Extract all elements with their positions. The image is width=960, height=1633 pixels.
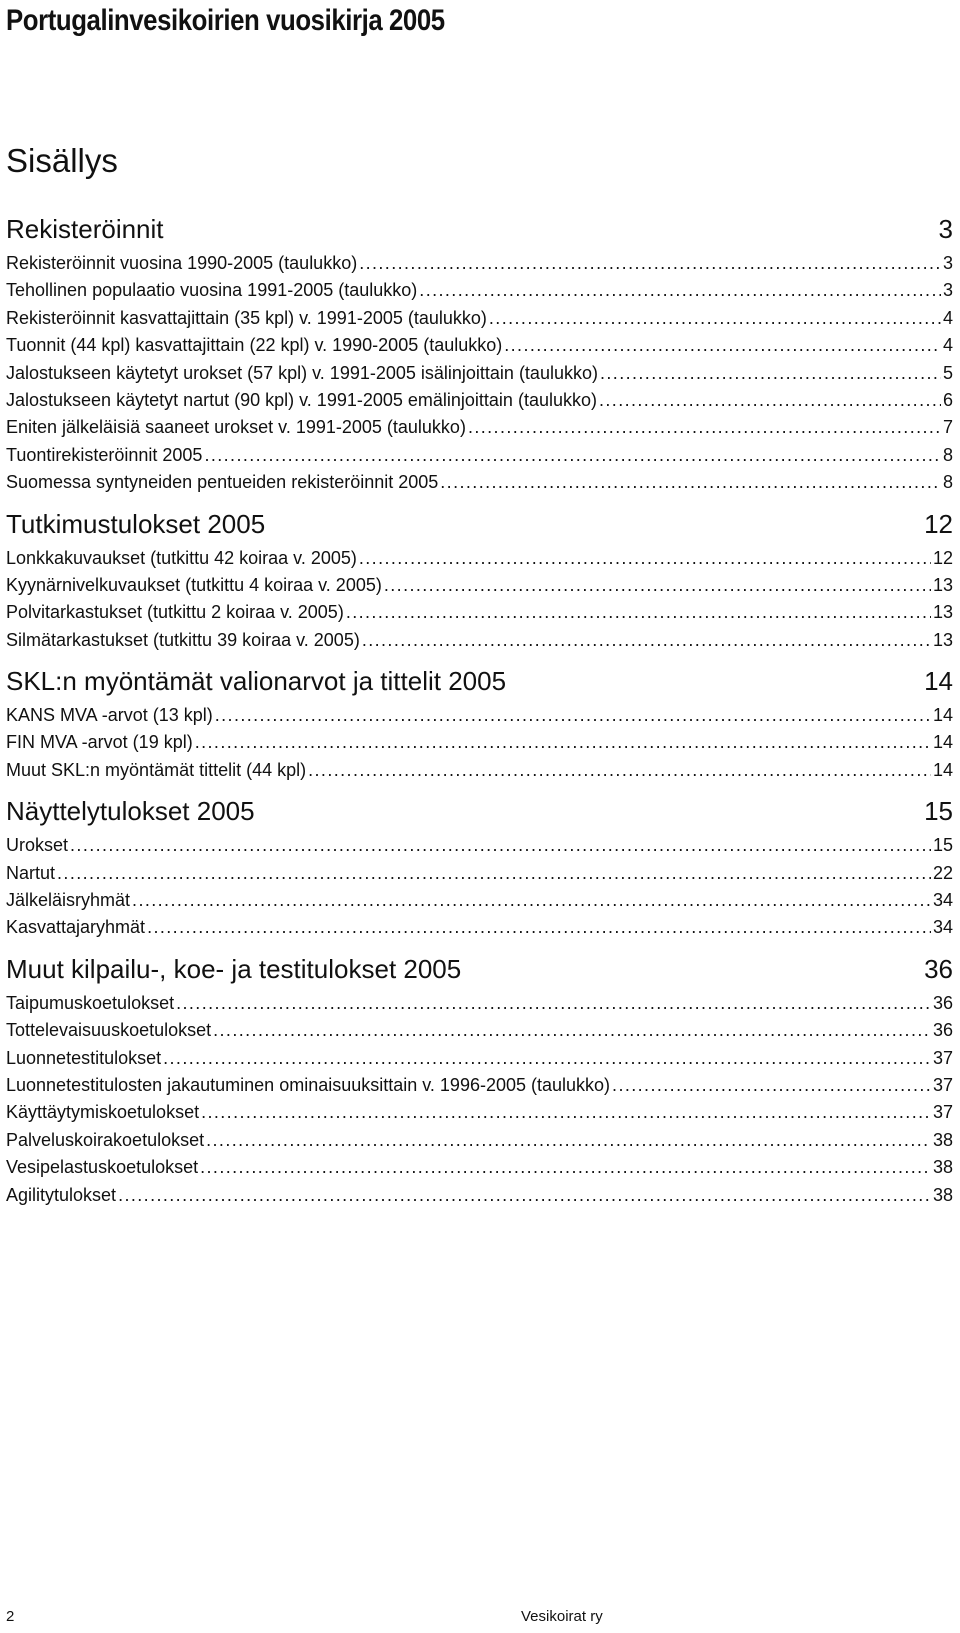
entry-title: Agilitytulokset bbox=[6, 1184, 117, 1205]
entry-page-number: 37 bbox=[932, 1102, 953, 1123]
toc-section bbox=[6, 208, 953, 497]
entry-title: Luonnetestitulokset bbox=[6, 1047, 162, 1068]
entry-title: Eniten jälkeläisiä saaneet urokset v. 1991-2005 (taulukko) bbox=[6, 417, 466, 438]
entry-page-number: 8 bbox=[942, 472, 953, 493]
toc-entry[interactable] bbox=[6, 887, 953, 914]
entry-page-number: 14 bbox=[932, 732, 953, 753]
entry-title: Rekisteröinnit vuosina 1990-2005 (taulukko) bbox=[6, 253, 358, 273]
dot-leader bbox=[489, 305, 941, 332]
entry-page-number: 6 bbox=[942, 389, 953, 410]
toc-section bbox=[6, 503, 953, 655]
toc-heading: Sisällys bbox=[6, 142, 118, 179]
entry-page-number: 3 bbox=[942, 253, 953, 273]
entry-page-number: 22 bbox=[932, 862, 953, 883]
entry-title: Nartut bbox=[6, 862, 56, 883]
toc-section-heading[interactable] bbox=[6, 660, 953, 702]
section-title: Rekisteröinnit bbox=[6, 214, 164, 244]
entry-page-number: 8 bbox=[942, 444, 953, 465]
toc-entry[interactable] bbox=[6, 757, 953, 784]
table-of-contents bbox=[6, 208, 953, 1215]
entry-title: Jalostukseen käytetyt urokset (57 kpl) v. 1991-2005 isälinjoittain (taulukko) bbox=[6, 362, 598, 383]
entry-page-number: 34 bbox=[932, 890, 953, 911]
dot-leader bbox=[201, 1099, 931, 1126]
dot-leader bbox=[132, 887, 931, 914]
entry-page-number: 13 bbox=[932, 574, 953, 595]
toc-section-heading[interactable] bbox=[6, 790, 953, 832]
toc-entry[interactable] bbox=[6, 1127, 953, 1154]
entry-page-number: 14 bbox=[932, 705, 953, 726]
toc-entry[interactable] bbox=[6, 627, 953, 654]
entry-title: Jälkeläisryhmät bbox=[6, 890, 131, 911]
toc-entry[interactable] bbox=[6, 250, 953, 277]
entry-page-number: 13 bbox=[932, 602, 953, 623]
toc-entry[interactable] bbox=[6, 702, 953, 729]
toc-entry[interactable] bbox=[6, 387, 953, 414]
entry-page-number: 37 bbox=[932, 1047, 953, 1068]
section-page-number: 36 bbox=[924, 953, 953, 984]
section-title: Muut kilpailu-, koe- ja testitulokset 2005 bbox=[6, 953, 462, 984]
entry-page-number: 4 bbox=[942, 335, 953, 356]
entry-page-number: 36 bbox=[932, 992, 953, 1013]
entry-page-number: 12 bbox=[932, 547, 953, 568]
entry-title: Tehollinen populaatio vuosina 1991-2005 (taulukko) bbox=[6, 280, 418, 301]
toc-entry[interactable] bbox=[6, 729, 953, 756]
entry-page-number: 3 bbox=[942, 280, 953, 301]
dot-leader bbox=[359, 250, 941, 277]
toc-entry[interactable] bbox=[6, 277, 953, 304]
toc-entry[interactable] bbox=[6, 572, 953, 599]
dot-leader bbox=[118, 1182, 931, 1209]
entry-page-number: 38 bbox=[932, 1129, 953, 1150]
section-page-number: 3 bbox=[938, 214, 953, 244]
section-page-number: 12 bbox=[924, 508, 953, 539]
dot-leader bbox=[362, 627, 931, 654]
toc-entry[interactable] bbox=[6, 832, 953, 859]
entry-title: KANS MVA -arvot (13 kpl) bbox=[6, 705, 213, 726]
dot-leader bbox=[468, 414, 941, 441]
section-title: Näyttelytulokset 2005 bbox=[6, 796, 255, 827]
dot-leader bbox=[176, 990, 931, 1017]
toc-section bbox=[6, 660, 953, 784]
dot-leader bbox=[70, 832, 931, 859]
dot-leader bbox=[600, 360, 941, 387]
toc-section bbox=[6, 790, 953, 942]
entry-title: Jalostukseen käytetyt nartut (90 kpl) v. 1991-2005 emälinjoittain (taulukko) bbox=[6, 389, 597, 410]
entry-title: Urokset bbox=[6, 835, 69, 856]
entry-title: Muut SKL:n myöntämät tittelit (44 kpl) bbox=[6, 759, 307, 780]
dot-leader bbox=[419, 277, 941, 304]
toc-entry[interactable] bbox=[6, 545, 953, 572]
dot-leader bbox=[504, 332, 941, 359]
toc-section-heading[interactable] bbox=[6, 208, 953, 250]
toc-entry[interactable] bbox=[6, 599, 953, 626]
entry-title: Tuontirekisteröinnit 2005 bbox=[6, 444, 203, 465]
dot-leader bbox=[612, 1072, 931, 1099]
entry-title: Silmätarkastukset (tutkittu 39 koiraa v. 2005) bbox=[6, 629, 360, 650]
entry-title: Rekisteröinnit kasvattajittain (35 kpl) v. 1991-2005 (taulukko) bbox=[6, 307, 487, 328]
dot-leader bbox=[346, 599, 931, 626]
entry-page-number: 5 bbox=[942, 362, 953, 383]
toc-entry[interactable] bbox=[6, 1045, 953, 1072]
dot-leader bbox=[440, 469, 941, 496]
entry-title: Vesipelastuskoetulokset bbox=[6, 1157, 199, 1178]
entry-title: Kyynärnivelkuvaukset (tutkittu 4 koiraa v. 2005) bbox=[6, 574, 382, 595]
section-page-number: 15 bbox=[924, 796, 953, 827]
section-title: SKL:n myöntämät valionarvot ja tittelit 2005 bbox=[6, 666, 507, 697]
toc-entry[interactable] bbox=[6, 332, 953, 359]
toc-entry[interactable] bbox=[6, 360, 953, 387]
entry-title: Käyttäytymiskoetulokset bbox=[6, 1102, 200, 1123]
entry-title: FIN MVA -arvot (19 kpl) bbox=[6, 732, 193, 753]
dot-leader bbox=[163, 1045, 931, 1072]
dot-leader bbox=[204, 442, 941, 469]
entry-page-number: 38 bbox=[932, 1157, 953, 1178]
section-page-number: 14 bbox=[924, 666, 953, 697]
dot-leader bbox=[308, 757, 931, 784]
entry-title: Tottelevaisuuskoetulokset bbox=[6, 1020, 212, 1041]
entry-title: Kasvattajaryhmät bbox=[6, 917, 146, 938]
dot-leader bbox=[599, 387, 941, 414]
entry-title: Taipumuskoetulokset bbox=[6, 992, 175, 1013]
toc-section-heading[interactable] bbox=[6, 948, 953, 990]
toc-entry[interactable] bbox=[6, 1154, 953, 1181]
entry-title: Polvitarkastukset (tutkittu 2 koiraa v. 2005) bbox=[6, 602, 344, 623]
entry-title: Palveluskoirakoetulokset bbox=[6, 1129, 205, 1150]
toc-entry[interactable] bbox=[6, 1099, 953, 1126]
toc-entry[interactable] bbox=[6, 469, 953, 496]
dot-leader bbox=[359, 545, 931, 572]
toc-section-heading[interactable] bbox=[6, 503, 953, 545]
toc-entry[interactable] bbox=[6, 1072, 953, 1099]
dot-leader bbox=[200, 1154, 931, 1181]
dot-leader bbox=[147, 914, 931, 941]
entry-page-number: 7 bbox=[942, 417, 953, 438]
toc-entry[interactable] bbox=[6, 1182, 953, 1209]
dot-leader bbox=[384, 572, 931, 599]
entry-page-number: 38 bbox=[932, 1184, 953, 1205]
toc-entry[interactable] bbox=[6, 860, 953, 887]
entry-page-number: 34 bbox=[932, 917, 953, 938]
entry-page-number: 14 bbox=[932, 759, 953, 780]
dot-leader bbox=[195, 729, 931, 756]
dot-leader bbox=[213, 1017, 931, 1044]
entry-page-number: 36 bbox=[932, 1020, 953, 1041]
footer-page-number: 2 bbox=[6, 1608, 15, 1625]
toc-entry[interactable] bbox=[6, 414, 953, 441]
entry-page-number: 37 bbox=[932, 1074, 953, 1095]
toc-entry[interactable] bbox=[6, 914, 953, 941]
entry-title: Suomessa syntyneiden pentueiden rekisteröinnit 2005 bbox=[6, 472, 439, 493]
entry-page-number: 15 bbox=[932, 835, 953, 856]
entry-page-number: 4 bbox=[942, 307, 953, 328]
entry-title: Tuonnit (44 kpl) kasvattajittain (22 kpl) v. 1990-2005 (taulukko) bbox=[6, 335, 503, 356]
section-title: Tutkimustulokset 2005 bbox=[6, 508, 266, 539]
document-title: Portugalinvesikoirien vuosikirja 2005 bbox=[6, 4, 445, 37]
dot-leader bbox=[57, 860, 931, 887]
toc-entry[interactable] bbox=[6, 1017, 953, 1044]
entry-title: Luonnetestitulosten jakautuminen ominaisuuksittain v. 1996-2005 (taulukko) bbox=[6, 1074, 611, 1095]
entry-page-number: 13 bbox=[932, 629, 953, 650]
toc-entry[interactable] bbox=[6, 442, 953, 469]
toc-section bbox=[6, 948, 953, 1209]
dot-leader bbox=[215, 702, 931, 729]
entry-title: Lonkkakuvaukset (tutkittu 42 koiraa v. 2005) bbox=[6, 547, 357, 568]
toc-entry[interactable] bbox=[6, 990, 953, 1017]
footer-organization: Vesikoirat ry bbox=[521, 1608, 603, 1625]
toc-entry[interactable] bbox=[6, 305, 953, 332]
dot-leader bbox=[206, 1127, 931, 1154]
